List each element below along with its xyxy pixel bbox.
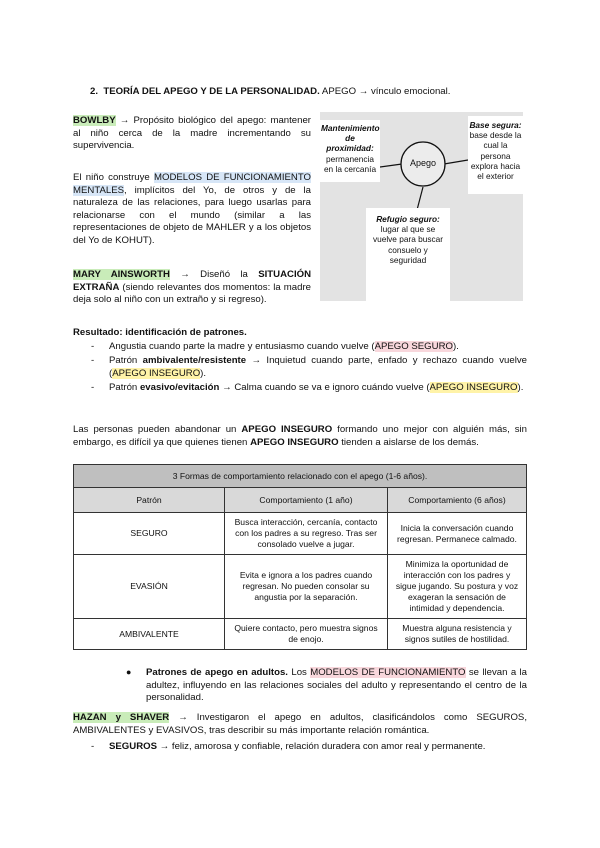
list-item (91, 341, 527, 354)
left-node-text: permanencia en la cercanía (323, 153, 377, 174)
para-bold-1: APEGO INSEGURO (241, 424, 333, 435)
models-paragraph (73, 172, 311, 247)
item-end: ). (452, 341, 459, 352)
results-heading: Resultado: identificación de patrones. (73, 327, 247, 338)
section-number: 2. (90, 86, 99, 97)
item-bold: evasivo/evitación (139, 382, 220, 393)
bottom-node-title: Refugio seguro: (376, 214, 440, 224)
item-highlight: APEGO SEGURO (374, 341, 453, 352)
table-header-cell: Patrón (74, 488, 225, 513)
bowlby-name: BOWLBY (73, 115, 116, 126)
list-item (91, 382, 527, 395)
ainsworth-text: (siendo relevantes dos momentos: la madre deja solo al niño con un extraño y si regreso). (73, 281, 311, 305)
dash-marker: - (91, 355, 95, 366)
adults-highlight: MODELOS DE FUNCIONAMIENTO (310, 667, 466, 678)
table-row (74, 513, 527, 555)
table-cell: Busca interacción, cercanía, contacto con los padres a su regreso. Tras ser consolado vuelve a jugar. (225, 513, 388, 555)
list-item (91, 355, 527, 380)
insecure-paragraph (73, 424, 527, 449)
item-end: ). (517, 382, 524, 393)
adults-paragraph (146, 667, 527, 705)
table-cell: Evita e ignora a los padres cuando regresan. No pueden consolar su angustia por la separación. (225, 555, 388, 619)
table-caption: 3 Formas de comportamiento relacionado con el apego (1-6 años). (74, 465, 527, 488)
para-text-a: Las personas pueden abandonar un (73, 424, 242, 435)
dash-marker: - (91, 341, 95, 352)
table-cell: Muestra alguna resistencia y signos sutiles de hostilidad. (388, 619, 527, 650)
diagram-center-label: Apego (409, 158, 437, 168)
diagram-left-node (321, 123, 379, 174)
para-text-c: formando uno mejor con alguién más, sin embargo, es difícil ya que quienes tienen (73, 424, 527, 448)
bowlby-paragraph (73, 115, 311, 153)
diagram-bottom-node (370, 214, 446, 265)
hazan-paragraph (73, 712, 527, 737)
item-text: Angustia cuando parte la madre y entusiasmo cuando vuelve ( (109, 341, 375, 352)
dash-marker: - (91, 382, 95, 393)
attachment-table (73, 464, 527, 650)
table-header-cell: Comportamiento (6 años) (388, 488, 527, 513)
item-highlight: APEGO INSEGURO (429, 382, 518, 393)
section-title: TEORÍA DEL APEGO Y DE LA PERSONALIDAD. (103, 86, 320, 97)
section-subtitle: APEGO → vínculo emocional. (321, 86, 451, 97)
table-cell: AMBIVALENTE (74, 619, 225, 650)
dash-marker: - (91, 741, 95, 752)
table-cell: Inicia la conversación cuando regresan. Permanece calmado. (388, 513, 527, 555)
item-bold: ambivalente/resistente (142, 355, 247, 366)
table-row (74, 619, 527, 650)
table-cell: EVASIÓN (74, 555, 225, 619)
bowlby-text: → Propósito biológico del apego: mantener al niño cerca de la madre incrementando su supervivencia. (73, 115, 311, 151)
adults-text-b: se llevan a la adultez, influyendo en las relaciones sociales del adulto y representando el centro de la personalidad. (146, 667, 527, 703)
models-intro: El niño construye (73, 172, 154, 183)
models-highlight: MODELOS DE FUNCIONAMIENTO MENTALES (73, 172, 311, 196)
section-heading (90, 86, 510, 99)
bullet-dot: ● (126, 667, 132, 677)
diagram-right-node (469, 120, 522, 181)
right-node-text: base desde la cual la persona explora hacia el exterior (469, 130, 522, 182)
right-node-title: Base segura: (469, 120, 522, 130)
item-text: Patrón (109, 382, 140, 393)
table-row (74, 555, 527, 619)
models-text: , implícitos del Yo, de otros y de la naturaleza de las relaciones, para luego usarlas para relacionarse con el mundo (similar a las representaciones de objeto de MAHLER y a los objetos del Yo de KOHUT). (73, 184, 311, 246)
item-text: → feliz, amorosa y confiable, relación duradera con amor real y permanente. (156, 741, 486, 752)
adults-text-a: Los (287, 667, 311, 678)
item-text-mid: → Calma cuando se va e ignoro cuándo vuelve ( (219, 382, 430, 393)
para-text-d: tienden a aislarse de los demás. (338, 436, 479, 448)
item-text: Patrón (109, 355, 143, 366)
item-text-mid: → Inquietud cuando parte, enfado y rechazo cuando vuelve ( (109, 355, 527, 379)
adults-title: Patrones de apego en adultos. (146, 667, 288, 678)
table-header-cell: Comportamiento (1 año) (225, 488, 388, 513)
ainsworth-name: MARY AINSWORTH (73, 269, 170, 280)
list-item (91, 741, 527, 754)
left-node-title: Mantenimiento de proximidad: (321, 123, 380, 154)
item-highlight: APEGO INSEGURO (112, 367, 201, 379)
hazan-name: HAZAN y SHAVER (73, 712, 170, 723)
table-cell: SEGURO (74, 513, 225, 555)
item-bold: SEGUROS (109, 741, 157, 752)
para-bold-2: APEGO INSEGURO (250, 436, 339, 448)
item-end: ). (200, 367, 207, 379)
attachment-diagram (320, 112, 523, 301)
ainsworth-paragraph (73, 269, 311, 307)
table-cell: Minimiza la oportunidad de interacción con los padres y sigue jugando. Su postura y voz exageran la sensación de intimidad y dependencia. (388, 555, 527, 619)
ainsworth-arrow: → Diseñó la (169, 269, 259, 280)
situation-label: SITUACIÓN EXTRAÑA (73, 269, 311, 293)
table-cell: Quiere contacto, pero muestra signos de enojo. (225, 619, 388, 650)
bottom-node-text: lugar al que se vuelve para buscar consuelo y seguridad (372, 224, 444, 265)
hazan-text: → Investigaron el apego en adultos, clasificándolos como SEGUROS, AMBIVALENTES y EVASIVOS, tras describir su más importante relación romántica. (73, 712, 527, 736)
